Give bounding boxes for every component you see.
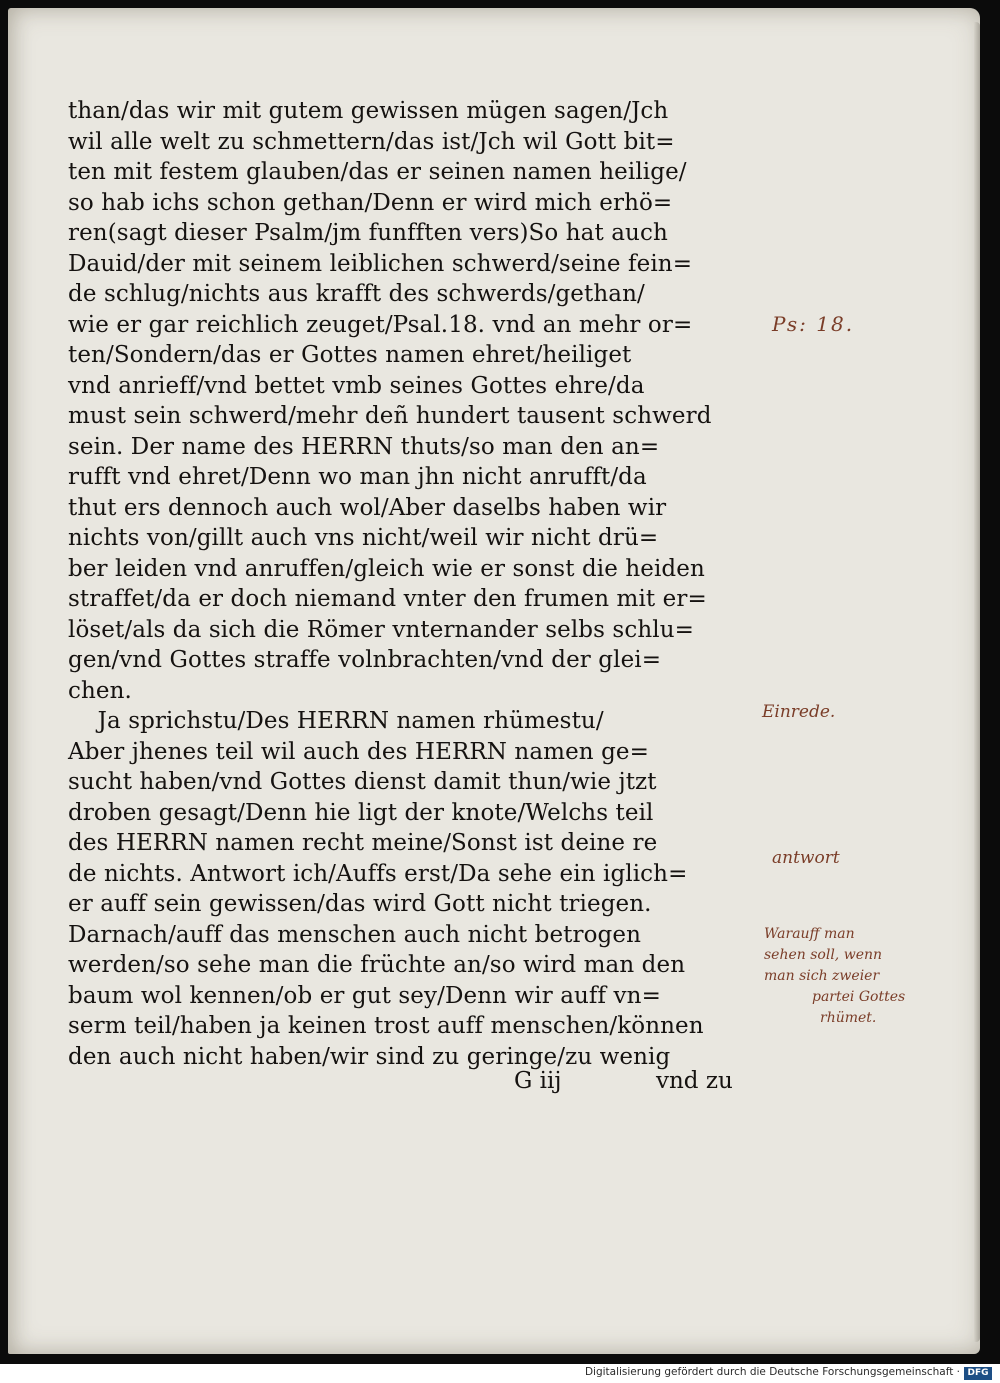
text-line: wil alle welt zu schmettern/das ist/Jch wil Gott bit= xyxy=(68,128,675,155)
text-line: ten mit festem glauben/das er seinen namen heilige/ xyxy=(68,159,687,185)
text-line: er auff sein gewissen/das wird Gott nicht triegen. xyxy=(68,891,652,917)
page-edge xyxy=(974,22,980,1342)
dfg-logo: DFG xyxy=(964,1367,992,1380)
text-line: baum wol kennen/ob er gut sey/Denn wir auff vn= xyxy=(68,982,661,1009)
text-line: ren(sagt dieser Psalm/jm funfften vers)So hat auch xyxy=(68,220,668,246)
text-line: sein. Der name des HERRN thuts/so man den an= xyxy=(68,433,660,460)
text-line: gen/vnd Gottes straffe volnbrachten/vnd der glei= xyxy=(68,647,662,673)
text-line: ber leiden vnd anruffen/gleich wie er sonst die heiden xyxy=(68,555,705,582)
text-line: wie er gar reichlich zeuget/Psal.18. vnd an mehr or= xyxy=(68,311,693,338)
text-line: so hab ichs schon gethan/Denn er wird mich erhö= xyxy=(68,189,673,216)
text-line: vnd anrieff/vnd bettet vmb seines Gottes ehre/da xyxy=(68,372,645,399)
text-line: rufft vnd ehret/Denn wo man jhn nicht anrufft/da xyxy=(68,464,647,490)
funding-credit: Digitalisierung gefördert durch die Deutsche Forschungsgemeinschaft · xyxy=(584,1366,960,1378)
marginal-note-line: rhümet. xyxy=(820,1010,877,1026)
text-line: sucht haben/vnd Gottes dienst damit thun/wie jtzt xyxy=(68,769,657,795)
marginal-note-block xyxy=(764,924,905,1029)
text-line: chen. xyxy=(68,677,132,704)
text-line: Aber jhenes teil wil auch des HERRN namen ge= xyxy=(68,738,650,765)
text-line: de nichts. Antwort ich/Auffs erst/Da sehe ein iglich= xyxy=(68,860,688,887)
text-line: löset/als da sich die Römer vnternander selbs schlu= xyxy=(68,616,694,643)
marginal-note-antwort: antwort xyxy=(772,848,840,868)
text-line: ten/Sondern/das er Gottes namen ehret/heiliget xyxy=(68,342,632,368)
text-line: droben gesagt/Denn hie ligt der knote/Welchs teil xyxy=(68,799,654,826)
marginal-note-line: sehen soll, wenn xyxy=(764,947,883,963)
text-line: nichts von/gillt auch vns nicht/weil wir nicht drü= xyxy=(68,525,659,551)
marginal-note-line: man sich zweier xyxy=(764,968,880,984)
text-line: straffet/da er doch niemand vnter den frumen mit er= xyxy=(68,586,707,612)
text-line: des HERRN namen recht meine/Sonst ist deine re xyxy=(68,830,658,856)
text-line: thut ers dennoch auch wol/Aber daselbs haben wir xyxy=(68,494,667,521)
text-line: Dauid/der mit seinem leiblichen schwerd/seine fein= xyxy=(68,250,693,277)
text-line: than/das wir mit gutem gewissen mügen sagen/Jch xyxy=(68,98,669,124)
footer-bar xyxy=(0,1364,1000,1383)
text-line: den auch nicht haben/wir sind zu geringe/zu wenig xyxy=(68,1043,671,1070)
text-line: werden/so sehe man die früchte an/so wird man den xyxy=(68,952,686,978)
text-line: Ja sprichstu/Des HERRN namen rhümestu/ xyxy=(68,708,604,734)
signature-mark: G iij xyxy=(514,1068,562,1094)
text-line: serm teil/haben ja keinen trost auff menschen/können xyxy=(68,1013,704,1039)
text-line: must sein schwerd/mehr deñ hundert tausent schwerd xyxy=(68,403,712,429)
catchword: vnd zu xyxy=(656,1068,733,1094)
text-line: Darnach/auff das menschen auch nicht betrogen xyxy=(68,921,642,948)
marginal-note-einrede: Einrede. xyxy=(762,702,836,722)
main-text-block xyxy=(68,96,758,1072)
text-line: de schlug/nichts aus krafft des schwerds/gethan/ xyxy=(68,281,645,307)
marginal-note-psalm-reference: Ps: 18. xyxy=(772,312,855,336)
marginal-note-line: Warauff man xyxy=(764,926,855,942)
marginal-note-line: partei Gottes xyxy=(812,989,906,1005)
